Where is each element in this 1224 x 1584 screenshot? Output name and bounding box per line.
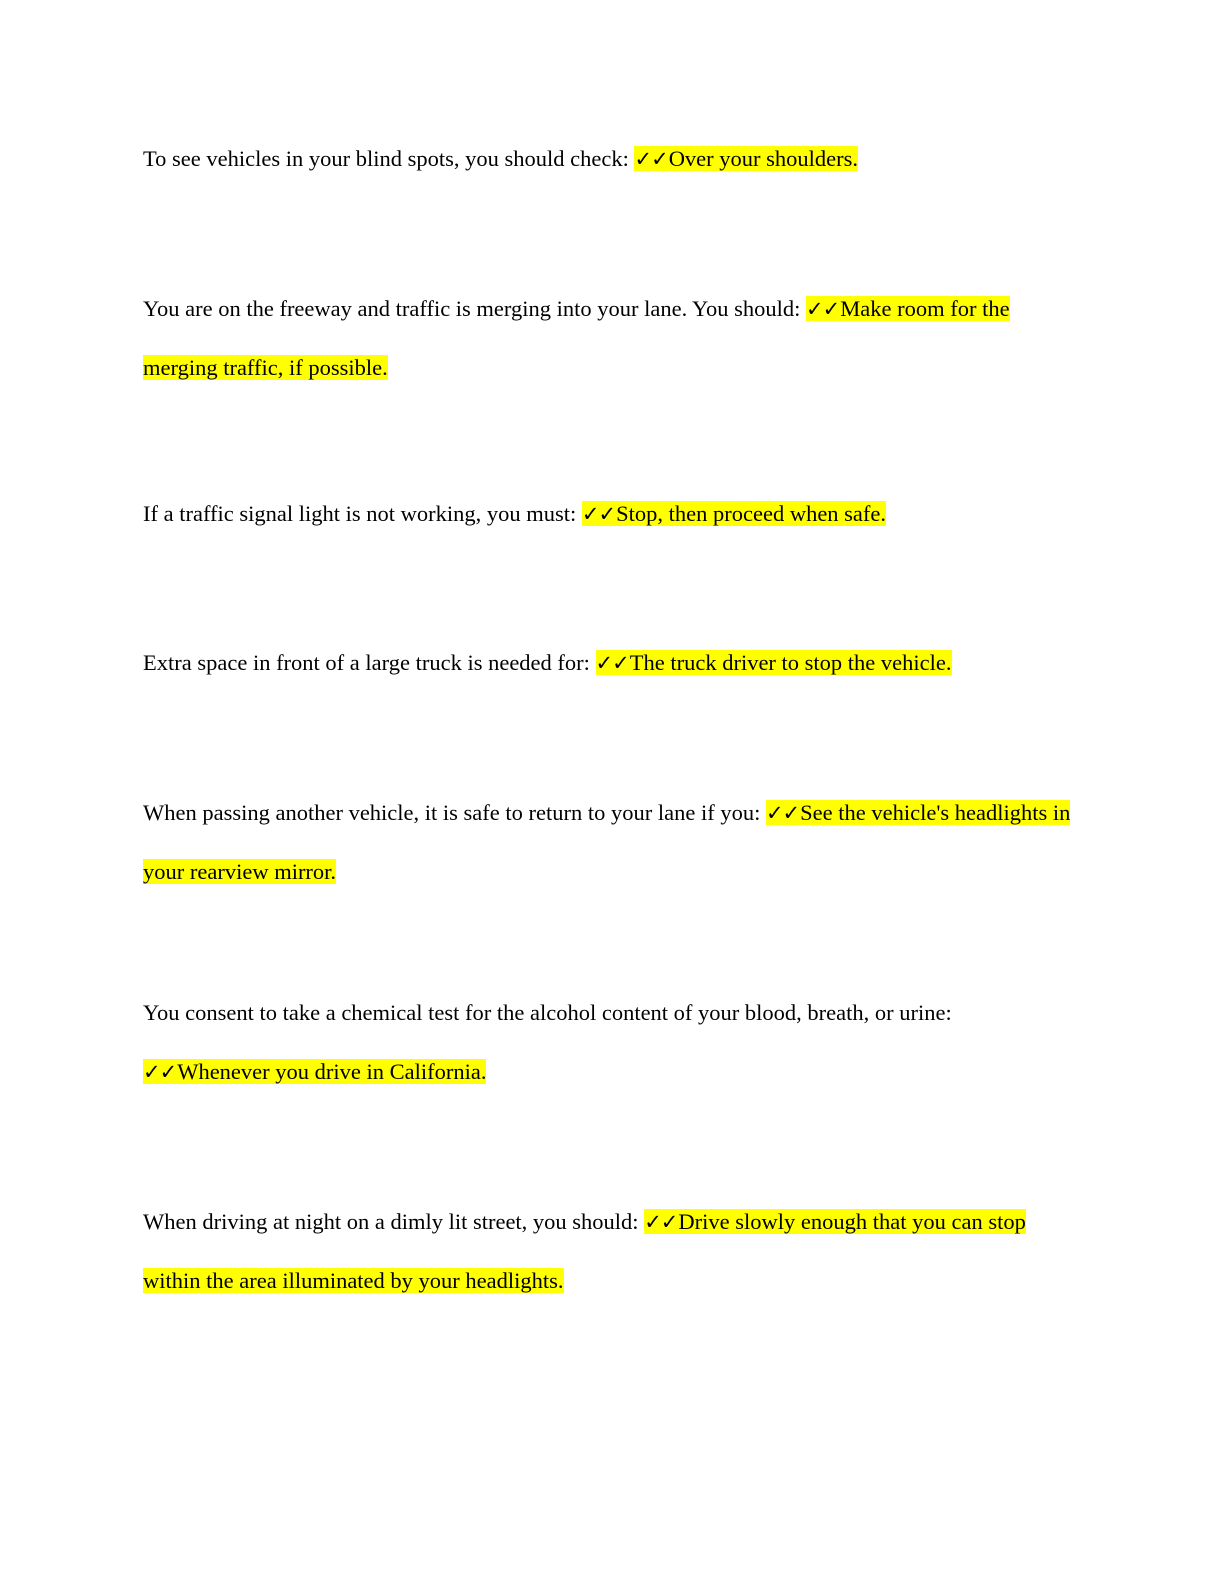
answer-text: Make room for the merging traffic, if possible. (143, 296, 1010, 380)
qa-item (143, 280, 1083, 397)
qa-item (143, 984, 1083, 1101)
highlighted-answer (596, 650, 952, 675)
check-icon: ✓✓ (634, 147, 668, 171)
question-text: To see vehicles in your blind spots, you should check: (143, 146, 629, 171)
question-text: When driving at night on a dimly lit street, you should: (143, 1209, 639, 1234)
question-text: You are on the freeway and traffic is merging into your lane. You should: (143, 296, 801, 321)
check-icon: ✓✓ (765, 801, 800, 825)
answer-text: Whenever you drive in California. (177, 1058, 487, 1084)
question-text: You consent to take a chemical test for the alcohol content of your blood, breath, or urine: (143, 1000, 952, 1025)
question-text: Extra space in front of a large truck is needed for: (143, 650, 590, 675)
answer-text: The truck driver to stop the vehicle. (629, 650, 952, 675)
highlighted-answer (143, 1059, 486, 1084)
check-icon: ✓✓ (581, 502, 616, 526)
answer-text: See the vehicle's headlights in your rearview mirror. (143, 800, 1071, 884)
highlighted-answer (634, 146, 858, 171)
answer-text: Drive slowly enough that you can stop within the area illuminated by your headlights. (143, 1209, 1026, 1293)
qa-item (143, 1193, 1083, 1310)
question-text: When passing another vehicle, it is safe to return to your lane if you: (143, 800, 761, 825)
question-text: If a traffic signal light is not working, you must: (143, 501, 577, 526)
check-icon: ✓✓ (806, 297, 840, 321)
check-icon: ✓✓ (595, 651, 629, 675)
check-icon: ✓✓ (143, 1059, 177, 1084)
answer-text: Stop, then proceed when safe. (616, 501, 887, 526)
qa-item (143, 130, 1083, 189)
qa-item (143, 634, 1083, 693)
qa-item (143, 485, 1083, 544)
answer-text: Over your shoulders. (668, 146, 859, 171)
highlighted-answer (582, 501, 886, 526)
qa-item (143, 784, 1083, 901)
check-icon: ✓✓ (644, 1210, 678, 1234)
